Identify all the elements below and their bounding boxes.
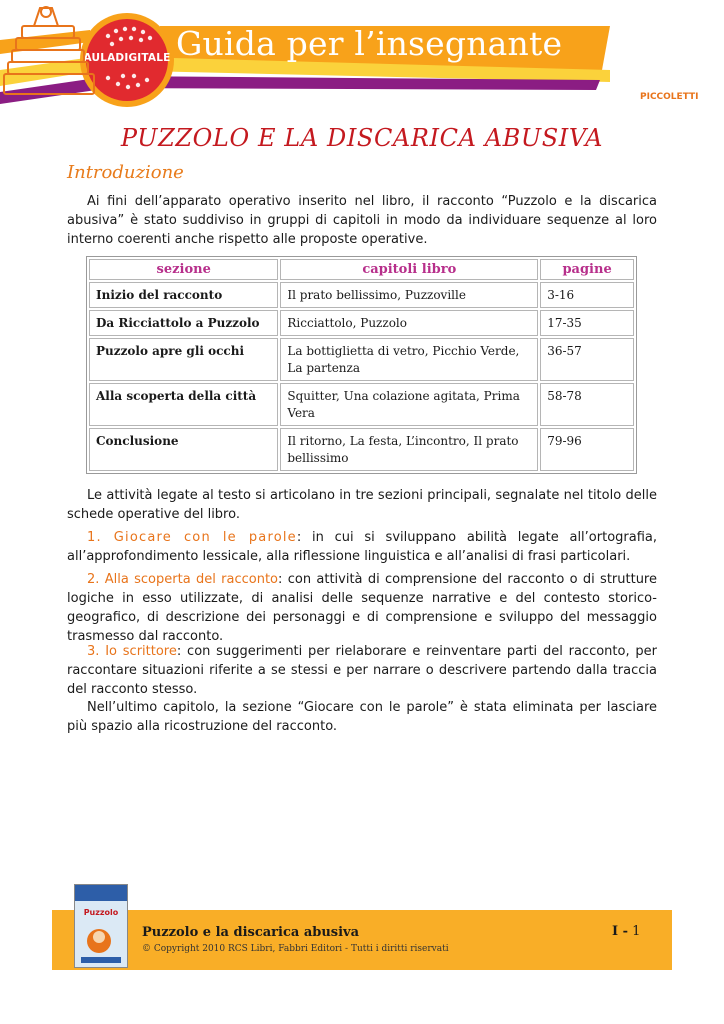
logo-text: AULADIGITALE: [83, 52, 171, 64]
cell-chapters: Squitter, Una colazione agitata, Prima Vera: [280, 383, 538, 426]
section-2-label: 2. Alla scoperta del racconto: [87, 572, 279, 587]
section-2-paragraph: [67, 570, 657, 646]
column-header-pages: pagine: [540, 259, 634, 280]
cell-section: Conclusione: [89, 428, 278, 471]
column-header-chapters: capitoli libro: [280, 259, 538, 280]
section-1-text: : in cui si sviluppano abilità legate all’ortografia, all’approfondimento lessicale, alla riflessione linguistica e all’analisi di frasi particolari.: [67, 530, 657, 564]
book-cover-title: Puzzolo: [83, 908, 119, 917]
book-cover-thumbnail: [74, 884, 128, 968]
table-row: [89, 383, 634, 426]
page-header: [0, 0, 724, 118]
cell-section: Alla scoperta della città: [89, 383, 278, 426]
cell-pages: 58-78: [540, 383, 634, 426]
footer-page-number: [612, 924, 640, 939]
book-stack-icon: [0, 0, 98, 98]
section-1-paragraph: [67, 528, 657, 566]
header-title: Guida per l’insegnante: [176, 24, 563, 63]
brand-name: PICCOLETTI: [640, 92, 699, 102]
section-3-text: : con suggerimenti per rielaborare e reinventare parti del racconto, per raccontare situazioni riferite a se stessi e per narrare o descrivere partendo dalla traccia del racconto stesso.: [67, 644, 657, 697]
cell-chapters: La bottiglietta di vetro, Picchio Verde, La partenza: [280, 338, 538, 381]
table-header-row: [89, 259, 634, 280]
cell-chapters: Il prato bellissimo, Puzzoville: [280, 282, 538, 308]
section-3-label: 3. Io scrittore: [87, 644, 177, 659]
section-3-paragraph: [67, 642, 657, 699]
cell-section: Da Ricciattolo a Puzzolo: [89, 310, 278, 336]
section-1-label: 1. Giocare con le parole: [87, 530, 297, 545]
cell-section: Puzzolo apre gli occhi: [89, 338, 278, 381]
chapters-table: [86, 256, 637, 474]
section-2-text: : con attività di comprensione del racconto o di strutture logiche in esso utilizzate, di analisi delle sequenze narrative e del contesto storico-geografico, di descrizione dei personaggi e di comprensione e sviluppo del messaggio trasmesso dal racconto.: [67, 572, 657, 644]
document-title: PUZZOLO E LA DISCARICA ABUSIVA: [120, 124, 604, 152]
activities-paragraph: Le attività legate al testo si articolano in tre sezioni principali, segnalate nel titolo delle schede operative del libro.: [67, 488, 657, 522]
table-row: [89, 310, 634, 336]
cell-pages: 17-35: [540, 310, 634, 336]
chapters-table-grid: [86, 256, 637, 474]
footer-band: [52, 910, 672, 970]
page-number: 1: [632, 924, 641, 939]
cell-chapters: Ricciattolo, Puzzolo: [280, 310, 538, 336]
cell-section: Inizio del racconto: [89, 282, 278, 308]
table-row: [89, 282, 634, 308]
column-header-section: sezione: [89, 259, 278, 280]
intro-heading: Introduzione: [67, 162, 184, 183]
page-prefix: I -: [612, 924, 629, 939]
intro-paragraph: Ai fini dell’apparato operativo inserito nel libro, il racconto “Puzzolo e la discarica abusiva” è stato suddiviso in gruppi di capitoli in modo da individuare sequenze al loro interno coerenti anche rispetto alle proposte operative.: [67, 194, 657, 247]
footer-copyright: © Copyright 2010 RCS Libri, Fabbri Editori - Tutti i diritti riservati: [142, 944, 449, 954]
cell-pages: 3-16: [540, 282, 634, 308]
table-row: [89, 338, 634, 381]
cell-pages: 79-96: [540, 428, 634, 471]
cell-pages: 36-57: [540, 338, 634, 381]
footer-book-title: Puzzolo e la discarica abusiva: [142, 925, 360, 940]
table-row: [89, 428, 634, 471]
cell-chapters: Il ritorno, La festa, L’incontro, Il prato bellissimo: [280, 428, 538, 471]
closing-paragraph: Nell’ultimo capitolo, la sezione “Giocare con le parole” è stata eliminata per lasciare più spazio alla ricostruzione del racconto.: [67, 700, 657, 734]
book-cover-image: [75, 885, 127, 967]
